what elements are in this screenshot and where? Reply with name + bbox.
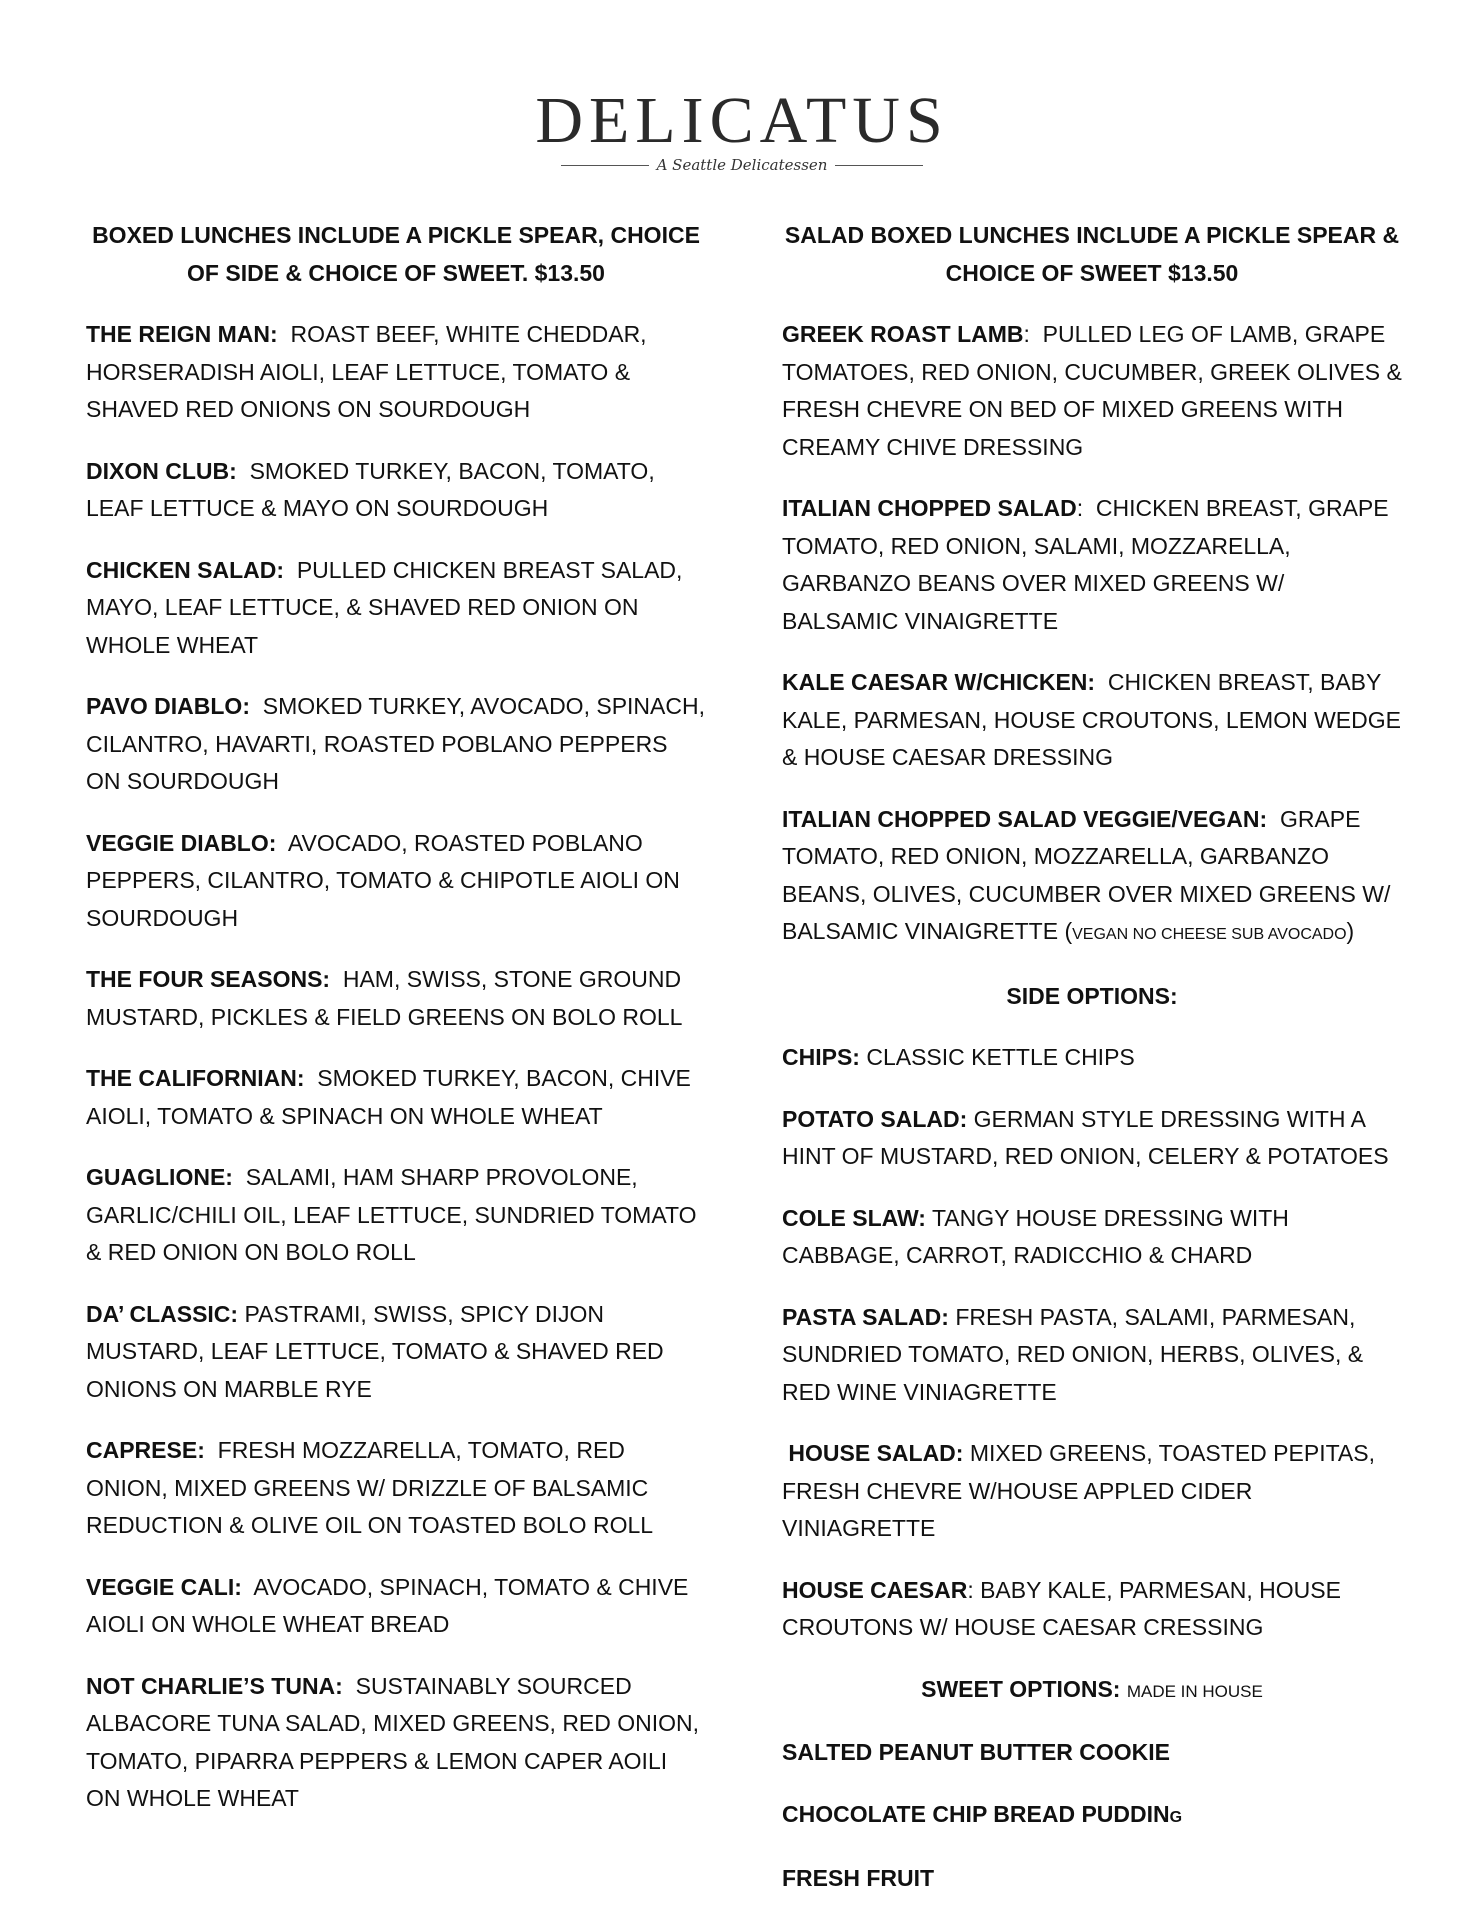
logo-rule-left	[561, 165, 649, 166]
item-desc: : BABY KALE, PARMESAN, HOUSE CROUTONS W/ HOUSE CAESAR CRESSING	[782, 1576, 1341, 1640]
side-item	[782, 1200, 1402, 1275]
sweet-item	[782, 1734, 1402, 1772]
item-note: VEGAN NO CHEESE SUB AVOCADO	[1072, 926, 1347, 943]
side-item	[782, 1101, 1402, 1176]
item-desc: MIXED GREENS, TOASTED PEPITAS, FRESH CHEVRE W/HOUSE APPLED CIDER VINIAGRETTE	[782, 1440, 1375, 1541]
item-name: NOT CHARLIE’S TUNA:	[86, 1672, 343, 1699]
sweets-title-text: SWEET OPTIONS:	[921, 1675, 1121, 1702]
item-desc: FRESH MOZZARELLA, TOMATO, RED ONION, MIXED GREENS W/ DRIZZLE OF BALSAMIC REDUCTION & OLIVE OIL ON TOASTED BOLO ROLL	[86, 1437, 654, 1538]
menu-item	[86, 1159, 706, 1272]
item-name: VEGGIE DIABLO:	[86, 829, 277, 856]
sweets-title	[782, 1671, 1402, 1711]
item-desc: SALAMI, HAM SHARP PROVOLONE, GARLIC/CHILI OIL, LEAF LETTUCE, SUNDRIED TOMATO & RED ONION ON BOLO ROLL	[86, 1164, 697, 1265]
salad-item	[782, 664, 1402, 777]
side-item	[782, 1039, 1402, 1077]
item-name: SALTED PEANUT BUTTER COOKIE	[782, 1739, 1171, 1765]
item-name: CHOCOLATE CHIP BREAD PUDDIN	[782, 1800, 1170, 1827]
item-sep: :	[1023, 321, 1030, 347]
item-name-suffix: G	[1169, 1808, 1183, 1826]
item-name: HOUSE CAESAR	[782, 1576, 968, 1603]
item-desc: GRAPE TOMATO, RED ONION, MOZZARELLA, GARBANZO BEANS, OLIVES, CUCUMBER OVER MIXED GREENS W/ BALSAMIC VINAIGRETTE (	[782, 805, 1391, 944]
menu-item	[86, 688, 706, 801]
item-name: CAPRESE:	[86, 1437, 205, 1463]
item-sep: :	[1076, 495, 1084, 521]
sweets-note: MADE IN HOUSE	[1126, 1681, 1263, 1701]
item-name: THE FOUR SEASONS:	[86, 966, 331, 992]
item-note-close: )	[1346, 918, 1355, 944]
item-name: HOUSE SALAD:	[788, 1440, 964, 1466]
item-name: VEGGIE CALI:	[86, 1573, 242, 1600]
item-desc: GERMAN STYLE DRESSING WITH A HINT OF MUSTARD, RED ONION, CELERY & POTATOES	[782, 1105, 1389, 1169]
item-name: CHIPS:	[782, 1044, 860, 1070]
item-name: KALE CAESAR W/CHICKEN:	[782, 669, 1096, 695]
item-desc: PASTRAMI, SWISS, SPICY DIJON MUSTARD, LEAF LETTUCE, TOMATO & SHAVED RED ONIONS ON MARBLE RYE	[86, 1300, 664, 1402]
item-name: DIXON CLUB:	[86, 457, 237, 484]
item-desc: HAM, SWISS, STONE GROUND MUSTARD, PICKLES & FIELD GREENS ON BOLO ROLL	[86, 966, 683, 1030]
item-desc: ROAST BEEF, WHITE CHEDDAR, HORSERADISH AIOLI, LEAF LETTUCE, TOMATO & SHAVED RED ONIONS ON SOURDOUGH	[86, 321, 647, 422]
item-name: ITALIAN CHOPPED SALAD	[782, 495, 1077, 521]
menu-item	[86, 825, 706, 938]
salad-heading: SALAD BOXED LUNCHES INCLUDE A PICKLE SPEAR & CHOICE OF SWEET $13.50	[784, 222, 1400, 286]
menu-item	[86, 1060, 706, 1135]
sides-title: SIDE OPTIONS:	[1006, 982, 1178, 1009]
item-name: POTATO SALAD:	[782, 1105, 968, 1132]
item-desc: SMOKED TURKEY, BACON, CHIVE AIOLI, TOMATO & SPINACH ON WHOLE WHEAT	[86, 1065, 691, 1129]
logo	[0, 84, 1484, 174]
salad-item	[782, 316, 1402, 466]
sweet-item	[782, 1860, 1402, 1898]
logo-name: DELICATUS	[535, 84, 949, 157]
salad-column	[782, 216, 1402, 1922]
salad-item	[782, 490, 1402, 640]
item-name: THE REIGN MAN:	[86, 321, 278, 347]
logo-tagline: A Seattle Delicatessen	[656, 156, 828, 174]
item-name: GREEK ROAST LAMB	[782, 321, 1024, 347]
sandwich-column	[86, 216, 706, 1842]
item-desc: CLASSIC KETTLE CHIPS	[866, 1044, 1135, 1070]
item-desc: CHICKEN BREAST, BABY KALE, PARMESAN, HOUSE CROUTONS, LEMON WEDGE & HOUSE CAESAR DRESSING	[782, 669, 1401, 770]
side-item	[782, 1572, 1402, 1647]
item-name: COLE SLAW:	[782, 1204, 926, 1231]
item-name: DA’ CLASSIC:	[86, 1300, 239, 1327]
item-desc: TANGY HOUSE DRESSING WITH CABBAGE, CARROT, RADICCHIO & CHARD	[782, 1204, 1289, 1268]
item-name: THE CALIFORNIAN:	[86, 1065, 305, 1091]
item-desc: SUSTAINABLY SOURCED ALBACORE TUNA SALAD, MIXED GREENS, RED ONION, TOMATO, PIPARRA PEPPERS & LEMON CAPER AOILI ON WHOLE WHEAT	[86, 1672, 700, 1811]
side-item	[782, 1435, 1402, 1548]
item-desc: CHICKEN BREAST, GRAPE TOMATO, RED ONION, SALAMI, MOZZARELLA, GARBANZO BEANS OVER MIXED GREENS W/ BALSAMIC VINAIGRETTE	[782, 495, 1389, 634]
item-name: PAVO DIABLO:	[86, 693, 250, 719]
menu-item	[86, 961, 706, 1036]
item-name: ITALIAN CHOPPED SALAD VEGGIE/VEGAN:	[782, 805, 1268, 832]
menu-item	[86, 1569, 706, 1644]
menu-item	[86, 1668, 706, 1818]
item-name: GUAGLIONE:	[86, 1164, 233, 1190]
logo-tag-row	[0, 156, 1484, 174]
menu-item	[86, 1432, 706, 1545]
item-desc: FRESH PASTA, SALAMI, PARMESAN, SUNDRIED TOMATO, RED ONION, HERBS, OLIVES, & RED WINE VINIAGRETTE	[782, 1303, 1364, 1405]
item-desc: SMOKED TURKEY, BACON, TOMATO, LEAF LETTUCE & MAYO ON SOURDOUGH	[86, 457, 655, 521]
item-desc: SMOKED TURKEY, AVOCADO, SPINACH, CILANTRO, HAVARTI, ROASTED POBLANO PEPPERS ON SOURDOUGH	[86, 693, 705, 794]
menu-item	[86, 453, 706, 528]
item-desc: PULLED CHICKEN BREAST SALAD, MAYO, LEAF LETTUCE, & SHAVED RED ONION ON WHOLE WHEAT	[86, 556, 683, 658]
item-desc: AVOCADO, ROASTED POBLANO PEPPERS, CILANTRO, TOMATO & CHIPOTLE AIOLI ON SOURDOUGH	[86, 829, 680, 931]
sandwich-heading: BOXED LUNCHES INCLUDE A PICKLE SPEAR, CHOICE OF SIDE & CHOICE OF SWEET. $13.50	[92, 222, 700, 286]
item-name: PASTA SALAD:	[782, 1303, 949, 1330]
item-desc: PULLED LEG OF LAMB, GRAPE TOMATOES, RED ONION, CUCUMBER, GREEK OLIVES & FRESH CHEVRE ON BED OF MIXED GREENS WITH CREAMY CHIVE DRESSING	[782, 321, 1402, 460]
item-name: CHICKEN SALAD:	[86, 556, 285, 583]
sweet-item	[782, 1796, 1402, 1837]
menu-item	[86, 316, 706, 429]
side-item	[782, 1299, 1402, 1412]
logo-rule-right	[835, 165, 923, 166]
item-name: FRESH FRUIT	[782, 1865, 935, 1891]
menu-item	[86, 1296, 706, 1409]
item-desc: AVOCADO, SPINACH, TOMATO & CHIVE AIOLI ON WHOLE WHEAT BREAD	[86, 1573, 689, 1637]
salad-item	[782, 801, 1402, 954]
menu-item	[86, 552, 706, 665]
